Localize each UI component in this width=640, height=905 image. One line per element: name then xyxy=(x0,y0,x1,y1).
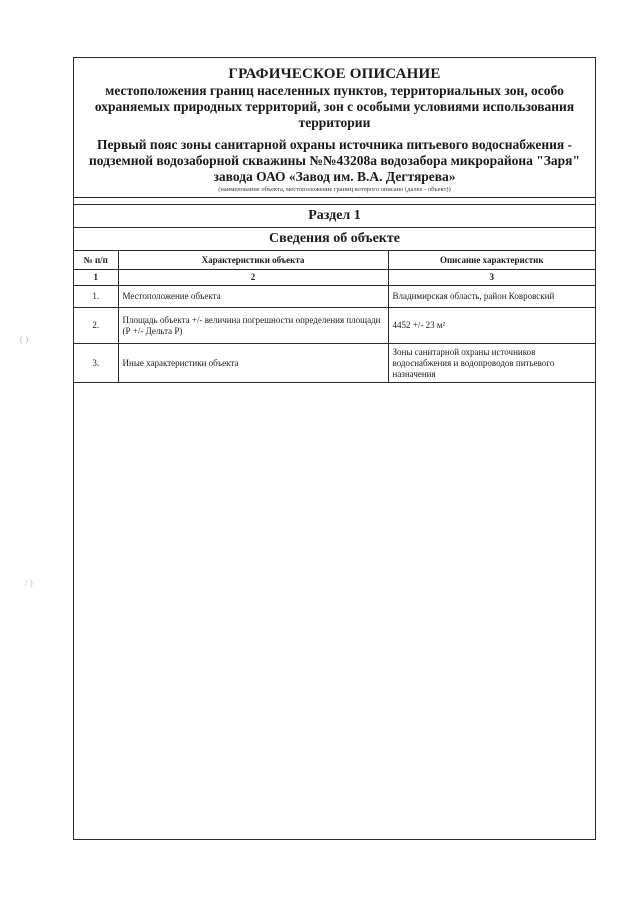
column-header-characteristic: Характеристики объекта xyxy=(118,251,388,270)
row-number: 1. xyxy=(74,286,118,308)
row-characteristic: Иные характеристики объекта xyxy=(118,344,388,383)
row-description: Владимирская область, район Ковровский xyxy=(388,286,595,308)
object-name: Первый пояс зоны санитарной охраны источника питьевого водоснабжения - подземной водозаборной скважины №№43208а водозабора микрорайона "Заря" завода ОАО «Завод им. В.А. Дегтярева» xyxy=(89,137,580,184)
document-subtitle: местоположения границ населенных пунктов, территориальных зон, особо охраняемых природных территорий, зон с особыми условиями использования территории xyxy=(94,83,575,130)
column-number-row xyxy=(74,270,595,286)
section-subtitle: Сведения об объекте xyxy=(269,231,400,246)
column-number: 2 xyxy=(118,270,388,286)
column-header-description: Описание характеристик xyxy=(388,251,595,270)
table-row xyxy=(74,286,595,308)
divider xyxy=(74,204,595,205)
divider xyxy=(74,197,595,198)
table-row xyxy=(74,308,595,344)
object-info-table xyxy=(74,251,595,383)
row-characteristic: Площадь объекта +/- величина погрешности определения площади (Р +/- Дельта Р) xyxy=(118,308,388,344)
row-number: 2. xyxy=(74,308,118,344)
row-characteristic: Местоположение объекта xyxy=(118,286,388,308)
object-caption: (наименование объекта, местоположение границ которого описано (далее - объект)) xyxy=(218,186,451,193)
section-title: Раздел 1 xyxy=(308,208,361,223)
document-header xyxy=(74,58,595,201)
document-frame xyxy=(73,57,596,840)
table-header-row xyxy=(74,251,595,270)
margin-mark: / ) xyxy=(25,578,33,588)
table-row xyxy=(74,344,595,383)
column-number: 3 xyxy=(388,270,595,286)
document-title: ГРАФИЧЕСКОЕ ОПИСАНИЕ xyxy=(228,66,441,82)
divider xyxy=(74,227,595,228)
margin-mark: ( ) xyxy=(20,334,29,344)
row-description: Зоны санитарной охраны источников водоснабжения и водопроводов питьевого назначения xyxy=(388,344,595,383)
column-number: 1 xyxy=(74,270,118,286)
row-number: 3. xyxy=(74,344,118,383)
row-description: 4452 +/- 23 м² xyxy=(388,308,595,344)
column-header-num: № п/п xyxy=(74,251,118,270)
